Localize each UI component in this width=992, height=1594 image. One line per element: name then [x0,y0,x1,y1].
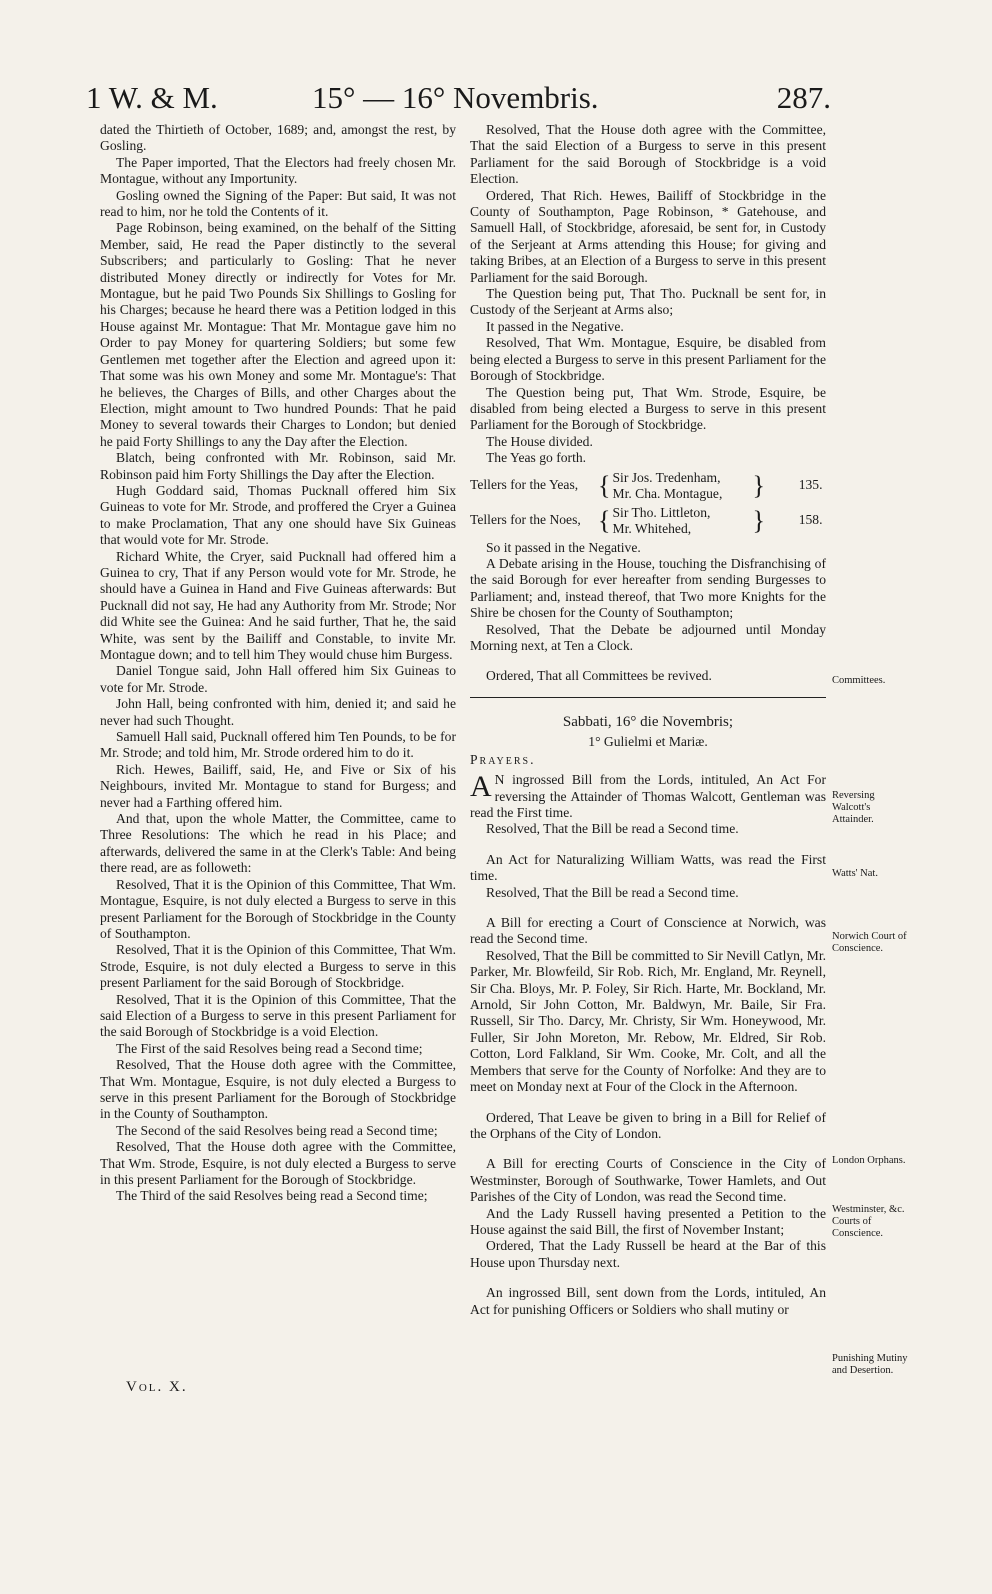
committees-order: Ordered, That all Committees be revived. [486,668,712,684]
paragraph: And that, upon the whole Matter, the Committee, came to Three Resolutions: The which he read in his Place; and afterwards, delivered the same in at the Clerk's Table: And being there read, are as followeth: [100,811,456,876]
paragraph: The Third of the said Resolves being read a Second time; [116,1188,428,1204]
brace: } [752,505,765,535]
header-dates: 15° — 16° Novembris. [312,80,599,115]
margin-note-london: London Orphans. [832,1155,906,1166]
paragraph: Resolved, That the House doth agree with the Committee, That Wm. Montague, Esquire, is not duly elected a Burgess to serve in this present Parliament for the Borough of Stockbridge in the County of Southampton. [100,1057,456,1122]
drop-cap: A [470,770,492,804]
paragraph: A Debate arising in the House, touching the Disfranchising of the said Borough for ever hereafter from sending Burgesses to Parliament; and, instead thereof, that Two more Knights for the Shire be chosen for the County of Southampton; [470,555,826,621]
paragraph [470,772,826,821]
margin-note-westminster: Westminster, &c. Courts of Conscience. [832,1204,905,1239]
volume-footer [126,1379,188,1396]
volume-label: Vol. X. [126,1379,188,1395]
running-header [86,80,831,120]
paragraph: Gosling owned the Signing of the Paper: But said, It was not read to him, nor he told the Contents of it. [100,187,456,220]
brace: { [598,470,611,500]
tellers-noes [470,505,826,537]
paragraph: Ordered, That Leave be given to bring in a Bill for Relief of the Orphans of the City of London. [470,1109,826,1141]
tellers-count: 158. [798,512,823,528]
paragraph: Resolved, That it is the Opinion of this Committee, That the said Election of a Burgess to serve in this present Parliament for the said Borough of Stockbridge is a void Election. [100,991,456,1040]
teller-name: Sir Jos. Tredenham, [612,469,721,485]
teller-name: Mr. Whitehed, [612,520,692,536]
paragraph: Rich. Hewes, Bailiff, said, He, and Five or Six of his Neighbours, invited Mr. Montague to stand for Burgess; and never had a Farthing offered him. [100,761,456,810]
paragraph: Ordered, That Rich. Hewes, Bailiff of Stockbridge in the County of Southampton, Page Robinson, * Gatehouse, and Samuell Hall, of Stockbridge, aforesaid, be sent for, in Custody of the Serjeant at Arms attending this House; for giving and taking Bribes, at an Election of a Burgess to serve in this present Parliament for the said Borough. [470,187,826,285]
prayers-heading: Prayers. [470,751,536,767]
sitting-regnal-year: 1° Gulielmi et Mariæ. [588,733,708,749]
paragraph: Daniel Tongue said, John Hall offered him Six Guineas to vote for Mr. Strode. [100,663,456,695]
brace: } [752,470,765,500]
paragraph: Richard White, the Cryer, said Pucknall had offered him a Guinea to cry, That if any Person would vote for Mr. Strode, he should have a Guinea in Hand and Five Guineas afterwards: But Pucknall did not say, He had any Authority from Mr. Strode; Nor did White see the Guinea: And he said further, That he, the said White, was sent by the Bailiff and Constable, to invite Mr. Montague down; and to tell him They would chuse him Burgess. [100,548,456,662]
paragraph: Hugh Goddard said, Thomas Pucknall offered him Six Guineas to vote for Mr. Strode, and proffered the Cryer a Guinea to make Proclamation, That any one should have Six Guineas that would vote for Mr. Strode. [100,482,456,548]
paragraph: And the Lady Russell having presented a Petition to the House against the said Bill, the first of November Instant; [470,1205,826,1237]
paragraph: An ingrossed Bill, sent down from the Lords, intituled, An Act for punishing Officers or Soldiers who shall mutiny or [470,1285,826,1317]
paragraph: The Second of the said Resolves being read a Second time; [116,1122,438,1138]
paragraph: Resolved, That it is the Opinion of this Committee, That Wm. Montague, Esquire, is not duly elected a Burgess to serve in this present Parliament for the Borough of Stockbridge in the County of Southampton. [100,876,456,941]
paragraph: Samuell Hall said, Pucknall offered him Ten Pounds, to be for Mr. Strode; and told him, Mr. Strode ordered him to do it. [100,729,456,761]
paragraph: An Act for Naturalizing William Watts, was read the First time. [470,851,826,884]
teller-names [612,505,752,537]
header-page-number: 287. [776,80,831,115]
paragraph: A Bill for erecting Courts of Conscience in the City of Westminster, Borough of Southwarke, Tower Hamlets, and Out Parishes of the City of London, was read the Second time. [470,1156,826,1205]
paragraph: Resolved, That it is the Opinion of this Committee, That Wm. Strode, Esquire, is not duly elected a Burgess to serve in this present Parliament for the said Borough of Stockbridge. [100,942,456,991]
margin-note-walcott: Reversing Walcott's Attainder. [832,790,875,825]
paragraph: The House divided. [486,433,593,449]
paragraph: The Paper imported, That the Electors had freely chosen Mr. Montague, without any Importunity. [100,154,456,187]
paragraph: dated the Thirtieth of October, 1689; and, amongst the rest, by Gosling. [100,122,456,154]
teller-name: Mr. Cha. Montague, [612,485,723,501]
paragraph: The First of the said Resolves being read a Second time; [116,1040,423,1056]
left-column [100,122,456,1205]
paragraph: Blatch, being confronted with Mr. Robinson, said Mr. Robinson paid him Forty Shillings the Day after the Election. [100,450,456,482]
paragraph: Resolved, That the House doth agree with the Committee, That the said Election of a Burgess to serve in this present Parliament for the said Borough of Stockbridge is a void Election. [470,122,826,187]
paragraph: So it passed in the Negative. [486,539,641,555]
tellers-label: Tellers for the Yeas, [470,477,579,493]
sitting-heading [470,712,826,752]
brace: { [598,505,611,535]
paragraph: Page Robinson, being examined, on the behalf of the Sitting Member, said, He read the Paper distinctly to the several Subscribers; and particularly to Gosling: That he never distributed Money directly or indirectly for Votes for Mr. Montague, but he paid Two Pounds Six Shillings to Gosling for his Charges; because he heard there was a Petition lodged in this House against Mr. Montague: That Mr. Montague gave him no Order to pay Money for quartering Soldiers; but some few Gentlemen met together after the Election and agreed upon it: That some was his own Money and some Mr. Montague's: That he believes, the Charges of Bills, and other Charges about the Election, might amount to Two hundred Pounds: That he paid Money to several towards their Charges to London; but denied he paid Forty Shillings to any the Day after the Election. [100,220,456,449]
margin-note-norwich: Norwich Court of Conscience. [832,931,907,954]
paragraph: It passed in the Negative. [486,318,624,334]
teller-names [612,470,752,502]
paragraph: Resolved, That the Debate be adjourned until Monday Morning next, at Ten a Clock. [470,621,826,653]
paragraph: Resolved, That the Bill be read a Second time. [486,884,739,900]
teller-name: Sir Tho. Littleton, [612,504,711,520]
section-divider [470,697,826,698]
margin-note-watts: Watts' Nat. [832,868,878,879]
tellers-yeas [470,470,826,502]
walcott-bill-text: N ingrossed Bill from the Lords, intituled, An Act For reversing the Attainder of Thomas Walcott, Gentleman was read the First time. [470,772,826,820]
paragraph: Ordered, That the Lady Russell be heard at the Bar of this House upon Thursday next. [470,1238,826,1270]
paragraph: Resolved, That the Bill be read a Second time. [486,821,739,837]
tellers-count: 135. [798,477,823,493]
margin-note-mutiny: Punishing Mutiny and Desertion. [832,1353,908,1376]
paragraph: Resolved, That the Bill be committed to Sir Nevill Catlyn, Mr. Parker, Mr. Blowfeild, Sir Rob. Rich, Mr. England, Mr. Reynell, Sir Cha. Bloys, Mr. P. Foley, Sir Rich. Harte, Mr. Bockland, Mr. Arnold, Sir John Cotton, Mr. Baldwyn, Mr. Baile, Sir Fra. Russell, Sir Tho. Darcy, Mr. Christy, Sir Wm. Honeywood, Mr. Fuller, Sir John Moreton, Mr. Rebow, Mr. Eldred, Sir Rob. Cotton, Lord Falkland, Sir Wm. Cooke, Mr. Colt, and all the Members that serve for the County of Norfolke: And they are to meet on Monday next at Four of the Clock in the Afternoon. [470,947,826,1095]
sitting-date: Sabbati, 16° die Novembris; [562,713,734,730]
header-reign: 1 W. & M. [86,80,218,115]
paragraph: Resolved, That the House doth agree with the Committee, That Wm. Strode, Esquire, is not duly elected a Burgess to serve in this present Parliament for the Borough of Stockbridge. [100,1139,456,1187]
paragraph: The Yeas go forth. [486,450,587,466]
right-column [470,122,826,1318]
margin-note-committees: Committees. [832,675,886,686]
paragraph: The Question being put, That Tho. Pucknall be sent for, in Custody of the Serjeant at Arms also; [470,286,826,318]
paragraph: The Question being put, That Wm. Strode, Esquire, be disabled from being elected a Burgess to serve in this present Parliament for the Borough of Stockbridge. [470,384,826,433]
paragraph: A Bill for erecting a Court of Conscience at Norwich, was read the Second time. [470,915,826,947]
tellers-label: Tellers for the Noes, [470,512,581,528]
paragraph: John Hall, being confronted with him, denied it; and said he never had such Thought. [100,696,456,728]
paragraph: Resolved, That Wm. Montague, Esquire, be disabled from being elected a Burgess to serve in this present Parliament for the Borough of Stockbridge. [470,335,826,384]
